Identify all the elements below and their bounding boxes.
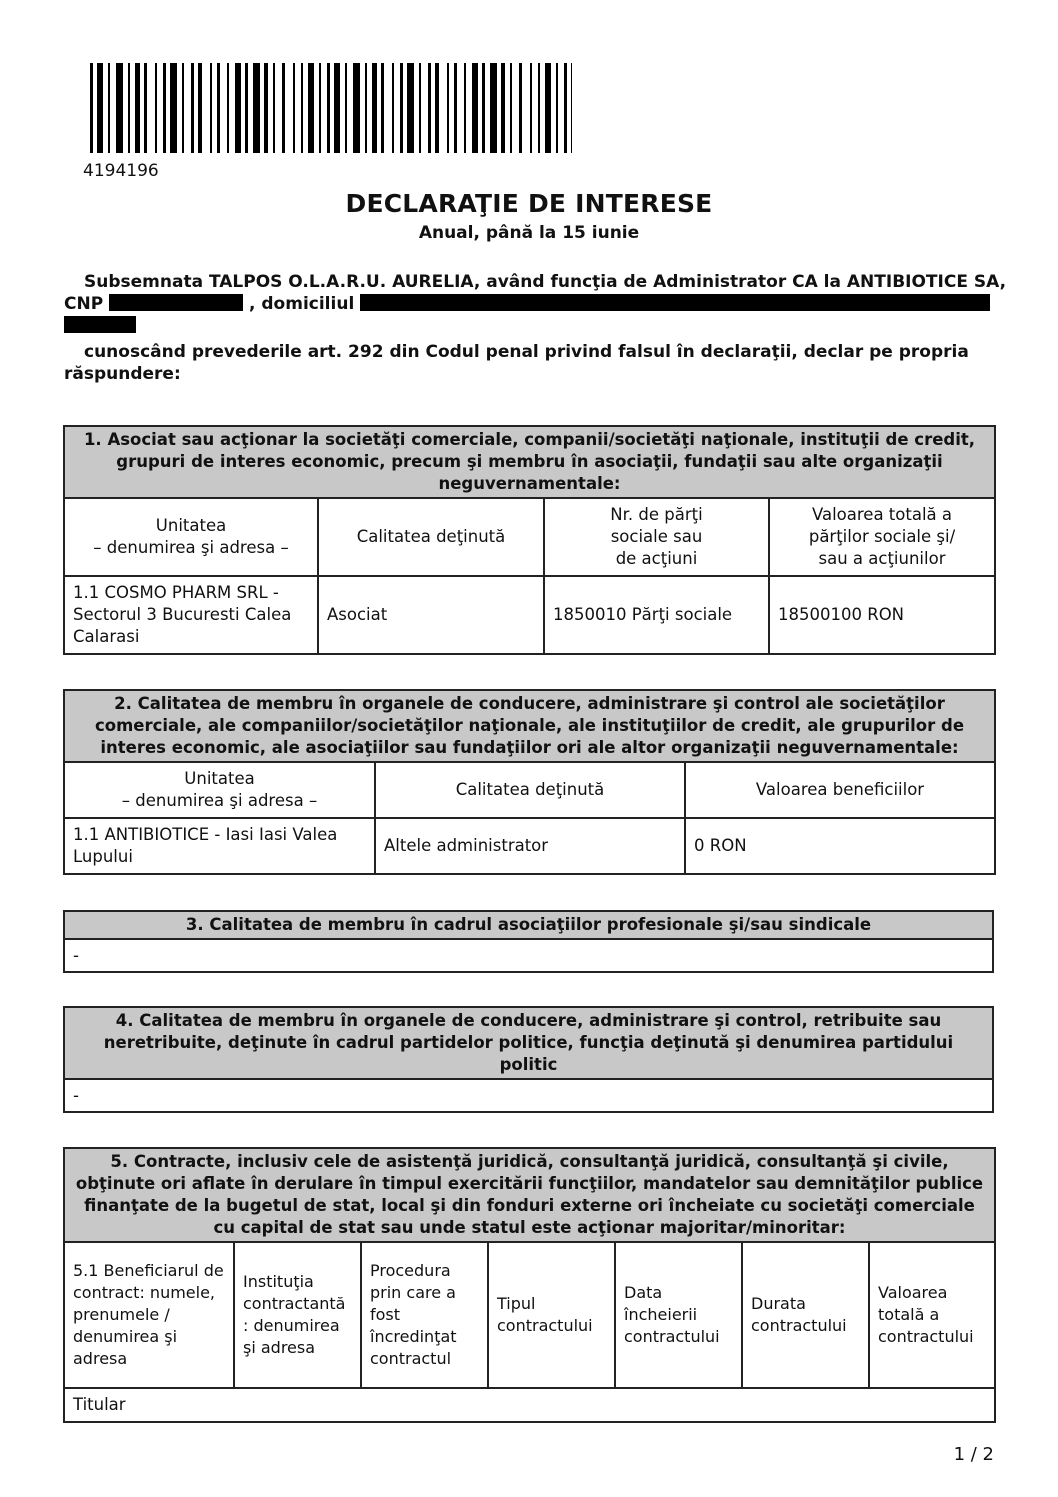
s5-col-beneficiary: 5.1 Beneficiarul de contract: numele, prenumele / denumirea şi adresa bbox=[64, 1242, 234, 1388]
redacted-address-cont bbox=[64, 316, 136, 333]
s1-col-role: Calitatea deţinută bbox=[318, 498, 544, 576]
s2-row-unit: 1.1 ANTIBIOTICE - Iasi Iasi Valea Lupului bbox=[64, 818, 375, 874]
table-row bbox=[64, 818, 995, 874]
s1-row-role: Asociat bbox=[318, 576, 544, 654]
section-3-heading: 3. Calitatea de membru în cadrul asociaţiilor profesionale şi/sau sindicale bbox=[64, 911, 993, 939]
intro-line-3: cunoscând prevederile art. 292 din Codul penal privind falsul în declaraţii, declar pe propria bbox=[84, 342, 969, 362]
s1-col-shares: Nr. de părţi sociale sau de acţiuni bbox=[544, 498, 769, 576]
s3-value: - bbox=[64, 939, 993, 972]
page-number: 1 / 2 bbox=[953, 1444, 994, 1465]
document-subtitle: Anual, până la 15 iunie bbox=[418, 223, 640, 243]
declaration-intro bbox=[64, 271, 1007, 385]
section-2-heading: 2. Calitatea de membru în organele de conducere, administrare şi control ale societăţilor comerciale, ale companiilor/societăţilor naţionale, ale instituţiilor de credit, ale grupurilor de interes economic, ale asociaţiilor sau fundaţiilor ori ale altor organizaţii neguvernamentale: bbox=[64, 690, 995, 762]
s5-col-procedure: Procedura prin care a fost încredinţat contractul bbox=[361, 1242, 488, 1388]
s5-col-duration: Durata contractului bbox=[742, 1242, 869, 1388]
s2-col-value: Valoarea beneficiilor bbox=[685, 762, 995, 818]
s1-row-value: 18500100 RON bbox=[769, 576, 995, 654]
section-1-heading: 1. Asociat sau acţionar la societăţi comerciale, companii/societăţi naţionale, instituţii de credit, grupuri de interes economic, precum şi membru în asociaţii, fundaţii sau alte organizaţii neguvernamentale: bbox=[64, 426, 995, 498]
redacted-address bbox=[360, 294, 990, 311]
section-3-table bbox=[63, 910, 994, 973]
section-4-table bbox=[63, 1006, 994, 1113]
s2-row-value: 0 RON bbox=[685, 818, 995, 874]
section-5-heading: 5. Contracte, inclusiv cele de asistenţă juridică, consultanţă juridică, consultanţă şi civile, obţinute ori aflate în derulare în timpul exercitării funcţiilor, mandatelor sau demnităţilor publice finanţate de la bugetul de stat, local şi din fonduri externe ori încheiate cu societăţi comerciale cu capital de stat sau unde statul este acţionar majoritar/minoritar: bbox=[64, 1148, 995, 1242]
section-4-heading: 4. Calitatea de membru în organele de conducere, administrare şi control, retribuite sau neretribuite, deţinute în cadrul partidelor politice, funcţia deţinută şi denumirea partidului politic bbox=[64, 1007, 993, 1079]
section-2-table bbox=[63, 689, 996, 875]
s5-col-value: Valoarea totală a contractului bbox=[869, 1242, 995, 1388]
intro-line-redact bbox=[64, 315, 994, 337]
s1-row-shares: 1850010 Părţi sociale bbox=[544, 576, 769, 654]
s5-col-type: Tipul contractului bbox=[488, 1242, 615, 1388]
s2-row-role: Altele administrator bbox=[375, 818, 685, 874]
s5-col-institution: Instituţia contractantă : denumirea şi adresa bbox=[234, 1242, 361, 1388]
s5-titular: Titular bbox=[64, 1388, 995, 1422]
document-title: DECLARAŢIE DE INTERESE bbox=[345, 189, 713, 218]
s4-value: - bbox=[64, 1079, 993, 1112]
s2-col-unit: Unitatea – denumirea şi adresa – bbox=[64, 762, 375, 818]
barcode bbox=[90, 63, 572, 153]
s2-col-role: Calitatea deţinută bbox=[375, 762, 685, 818]
barcode-number: 4194196 bbox=[83, 161, 159, 181]
s1-col-unit: Unitatea – denumirea şi adresa – bbox=[64, 498, 318, 576]
section-1-table bbox=[63, 425, 996, 655]
intro-line-1: Subsemnata TALPOS O.L.A.R.U. AURELIA, având funcţia de Administrator CA la ANTIBIOTICE SA, bbox=[84, 272, 1007, 292]
s5-col-date: Data încheierii contractului bbox=[615, 1242, 742, 1388]
intro-line-4: răspundere: bbox=[64, 364, 181, 384]
domiciliu-label: , domiciliul bbox=[249, 294, 355, 314]
table-row bbox=[64, 576, 995, 654]
redacted-cnp bbox=[109, 294, 243, 311]
intro-line-2 bbox=[64, 293, 994, 315]
s1-col-value: Valoarea totală a părţilor sociale şi/ sau a acţiunilor bbox=[769, 498, 995, 576]
section-5-table bbox=[63, 1147, 996, 1423]
cnp-label: CNP bbox=[64, 294, 104, 314]
s1-row-unit: 1.1 COSMO PHARM SRL - Sectorul 3 Bucuresti Calea Calarasi bbox=[64, 576, 318, 654]
